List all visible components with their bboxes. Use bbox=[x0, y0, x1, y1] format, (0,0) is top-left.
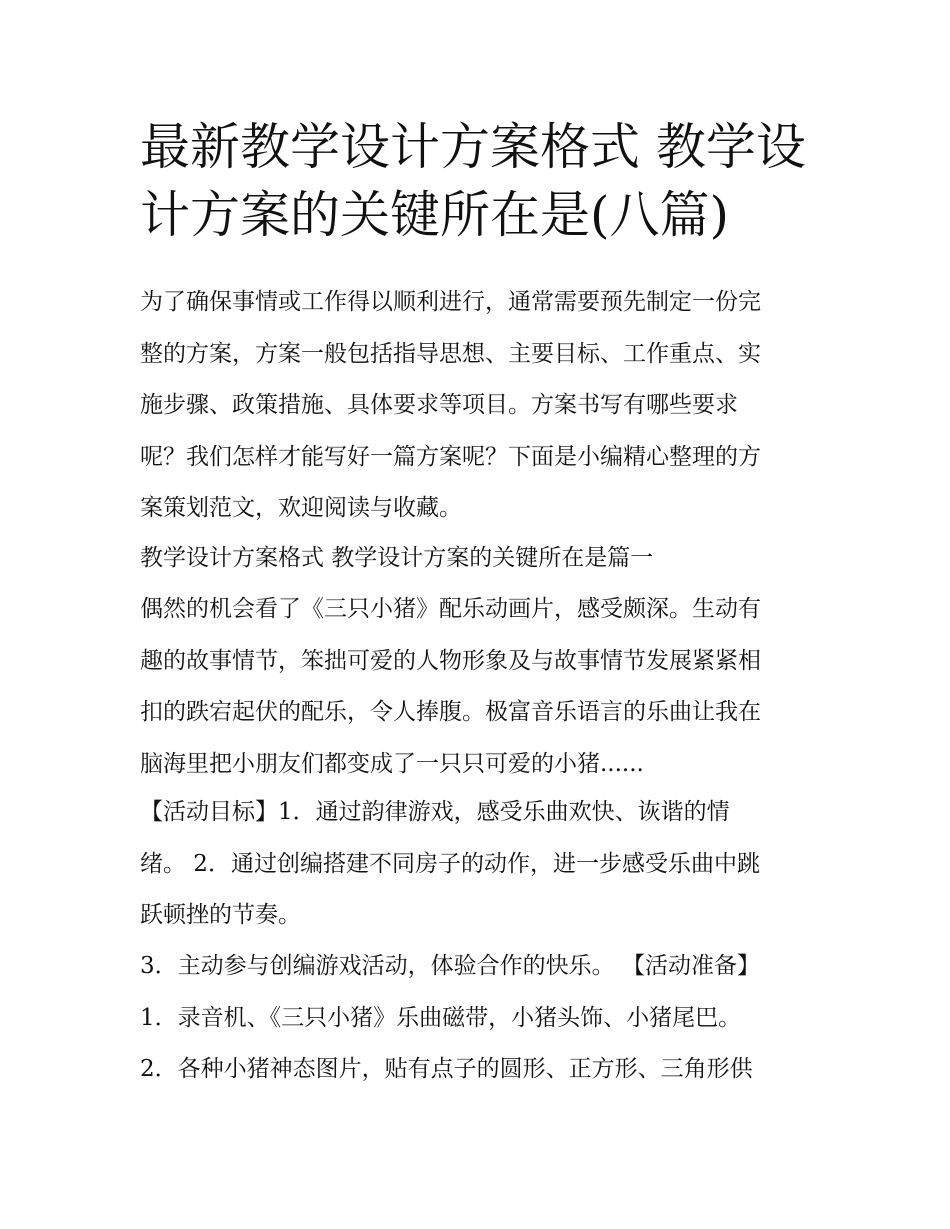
document-page bbox=[140, 0, 815, 1082]
goals-paragraph bbox=[140, 787, 815, 942]
story-paragraph bbox=[140, 584, 815, 790]
text-line: 偶然的机会看了《三只小猪》配乐动画片，感受颇深。生动有 bbox=[140, 596, 761, 622]
text-line: 案策划范文，欢迎阅读与收藏。 bbox=[140, 495, 462, 521]
document-title bbox=[140, 0, 815, 249]
text-line: 3．主动参与创编游戏活动，体验合作的快乐。 【活动准备】 bbox=[140, 953, 760, 979]
text-line: 绪。 2．通过创编搭建不同房子的动作，进一步感受乐曲中跳 bbox=[140, 850, 760, 877]
preparation-paragraph bbox=[140, 941, 815, 1096]
text-line: 跃顿挫的节奏。 bbox=[140, 902, 301, 928]
text-line: 【活动目标】1．通过韵律游戏，感受乐曲欢快、诙谐的情 bbox=[140, 799, 730, 825]
text-line: 整的方案，方案一般包括指导思想、主要目标、工作重点、实 bbox=[140, 340, 761, 367]
text-line: 1．录音机、《三只小猪》乐曲磁带，小猪头饰、小猪尾巴。 bbox=[140, 1004, 742, 1031]
text-line: 脑海里把小朋友们都变成了一只只可爱的小猪...... bbox=[140, 750, 644, 777]
text-line: 呢？我们怎样才能写好一篇方案呢？下面是小编精心整理的方 bbox=[140, 443, 761, 470]
text-line: 为了确保事情或工作得以顺利进行，通常需要预先制定一份完 bbox=[140, 289, 761, 315]
title-line-1: 最新教学设计方案格式 教学设 bbox=[140, 118, 806, 176]
text-line: 扣的跌宕起伏的配乐，令人捧腹。极富音乐语言的乐曲让我在 bbox=[140, 699, 761, 725]
text-line: 2．各种小猪神态图片，贴有点子的圆形、正方形、三角形供 bbox=[140, 1056, 753, 1082]
section-heading bbox=[140, 533, 815, 585]
text-line: 趣的故事情节，笨拙可爱的人物形象及与故事情节发展紧紧相 bbox=[140, 647, 761, 674]
title-line-2: 计方案的关键所在是(八篇) bbox=[140, 186, 730, 244]
section-heading-text: 教学设计方案格式 教学设计方案的关键所在是篇一 bbox=[140, 545, 654, 571]
text-line: 施步骤、政策措施、具体要求等项目。方案书写有哪些要求 bbox=[140, 392, 738, 418]
intro-paragraph bbox=[140, 277, 815, 535]
